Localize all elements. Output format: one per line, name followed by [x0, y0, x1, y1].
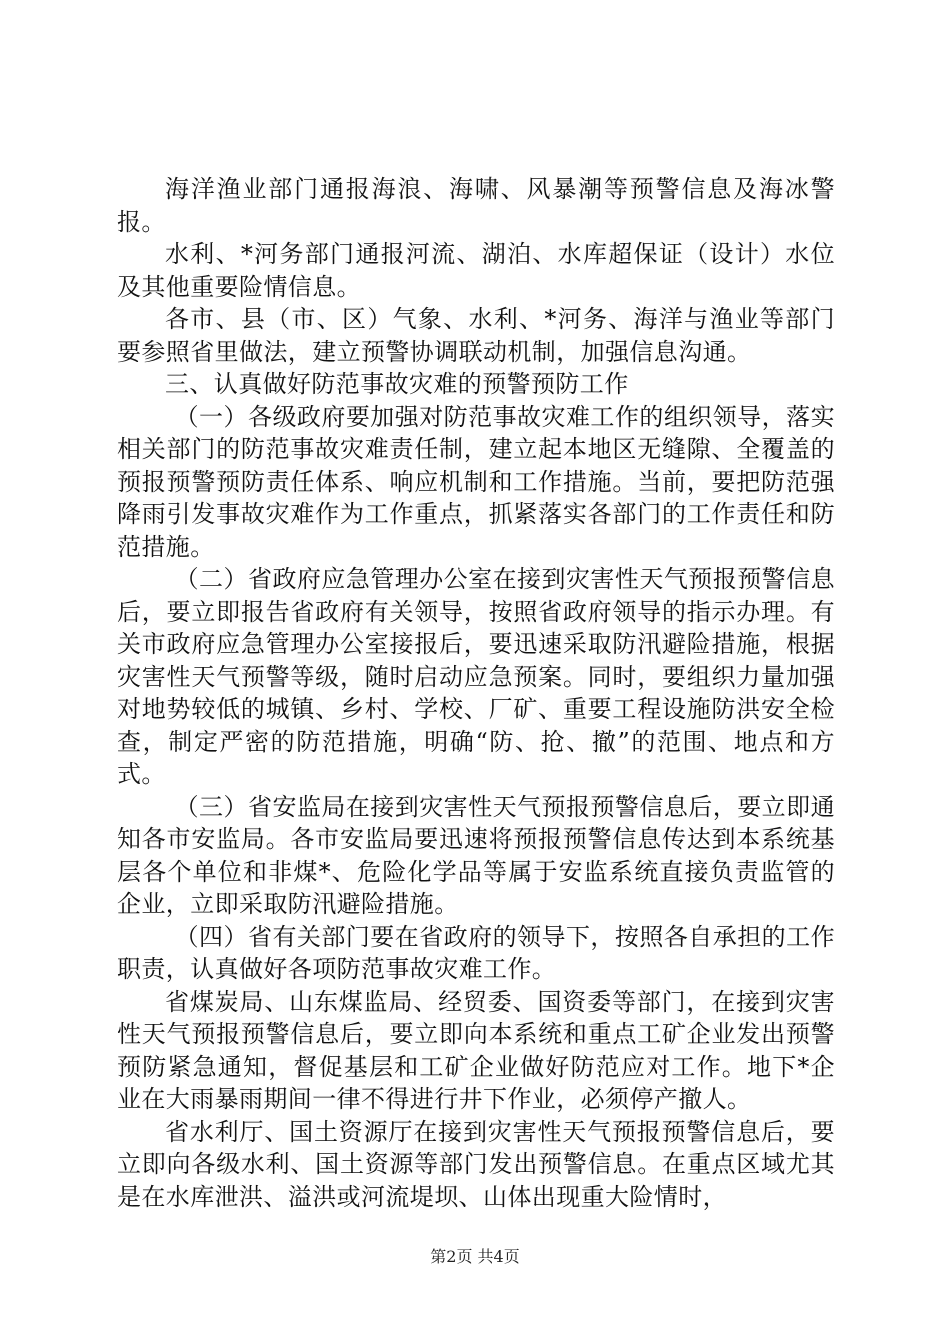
paragraph-item-four: （四）省有关部门要在省政府的领导下，按照各自承担的工作职责，认真做好各项防范事故灾难工作。: [117, 922, 835, 983]
paragraph-ocean-fishery: 海洋渔业部门通报海浪、海啸、风暴潮等预警信息及海冰警报。: [117, 175, 835, 236]
paragraph-item-three: （三）省安监局在接到灾害性天气预报预警信息后，要立即通知各市安监局。各市安监局要迅速将预报预警信息传达到本系统基层各个单位和非煤*、危险化学品等属于安监系统直接负责监管的企业，立即采取防汛避险措施。: [117, 792, 835, 918]
section-heading-three: 三、认真做好防范事故灾难的预警预防工作: [165, 370, 629, 398]
paragraph-coal-bureau: 省煤炭局、山东煤监局、经贸委、国资委等部门，在接到灾害性天气预报预警信息后，要立即向本系统和重点工矿企业发出预警预防紧急通知，督促基层和工矿企业做好防范应对工作。地下*企业在大雨暴雨期间一律不得进行井下作业，必须停产撤人。: [117, 987, 835, 1113]
paragraph-water-conservancy: 水利、*河务部门通报河流、湖泊、水库超保证（设计）水位及其他重要险情信息。: [117, 240, 835, 301]
paragraph-city-county-departments: 各市、县（市、区）气象、水利、*河务、海洋与渔业等部门要参照省里做法，建立预警协调联动机制，加强信息沟通。: [117, 305, 835, 366]
document-body: [117, 173, 835, 1213]
page-number-footer: 第2页 共4页: [430, 1247, 520, 1266]
paragraph-item-two: （二）省政府应急管理办公室在接到灾害性天气预报预警信息后，要立即报告省政府有关领导，按照省政府领导的指示办理。有关市政府应急管理办公室接报后，要迅速采取防汛避险措施，根据灾害性天气预警等级，随时启动应急预案。同时，要组织力量加强对地势较低的城镇、乡村、学校、厂矿、重要工程设施防洪安全检查，制定严密的防范措施，明确“防、抢、撤”的范围、地点和方式。: [117, 565, 835, 788]
paragraph-item-one: （一）各级政府要加强对防范事故灾难工作的组织领导，落实相关部门的防范事故灾难责任制，建立起本地区无缝隙、全覆盖的预报预警预防责任体系、响应机制和工作措施。当前，要把防范强降雨引发事故灾难作为工作重点，抓紧落实各部门的工作责任和防范措施。: [117, 402, 835, 561]
paragraph-water-land-resources: 省水利厅、国土资源厅在接到灾害性天气预报预警信息后，要立即向各级水利、国土资源等部门发出预警信息。在重点区域尤其是在水库泄洪、溢洪或河流堤坝、山体出现重大险情时，: [117, 1117, 835, 1211]
